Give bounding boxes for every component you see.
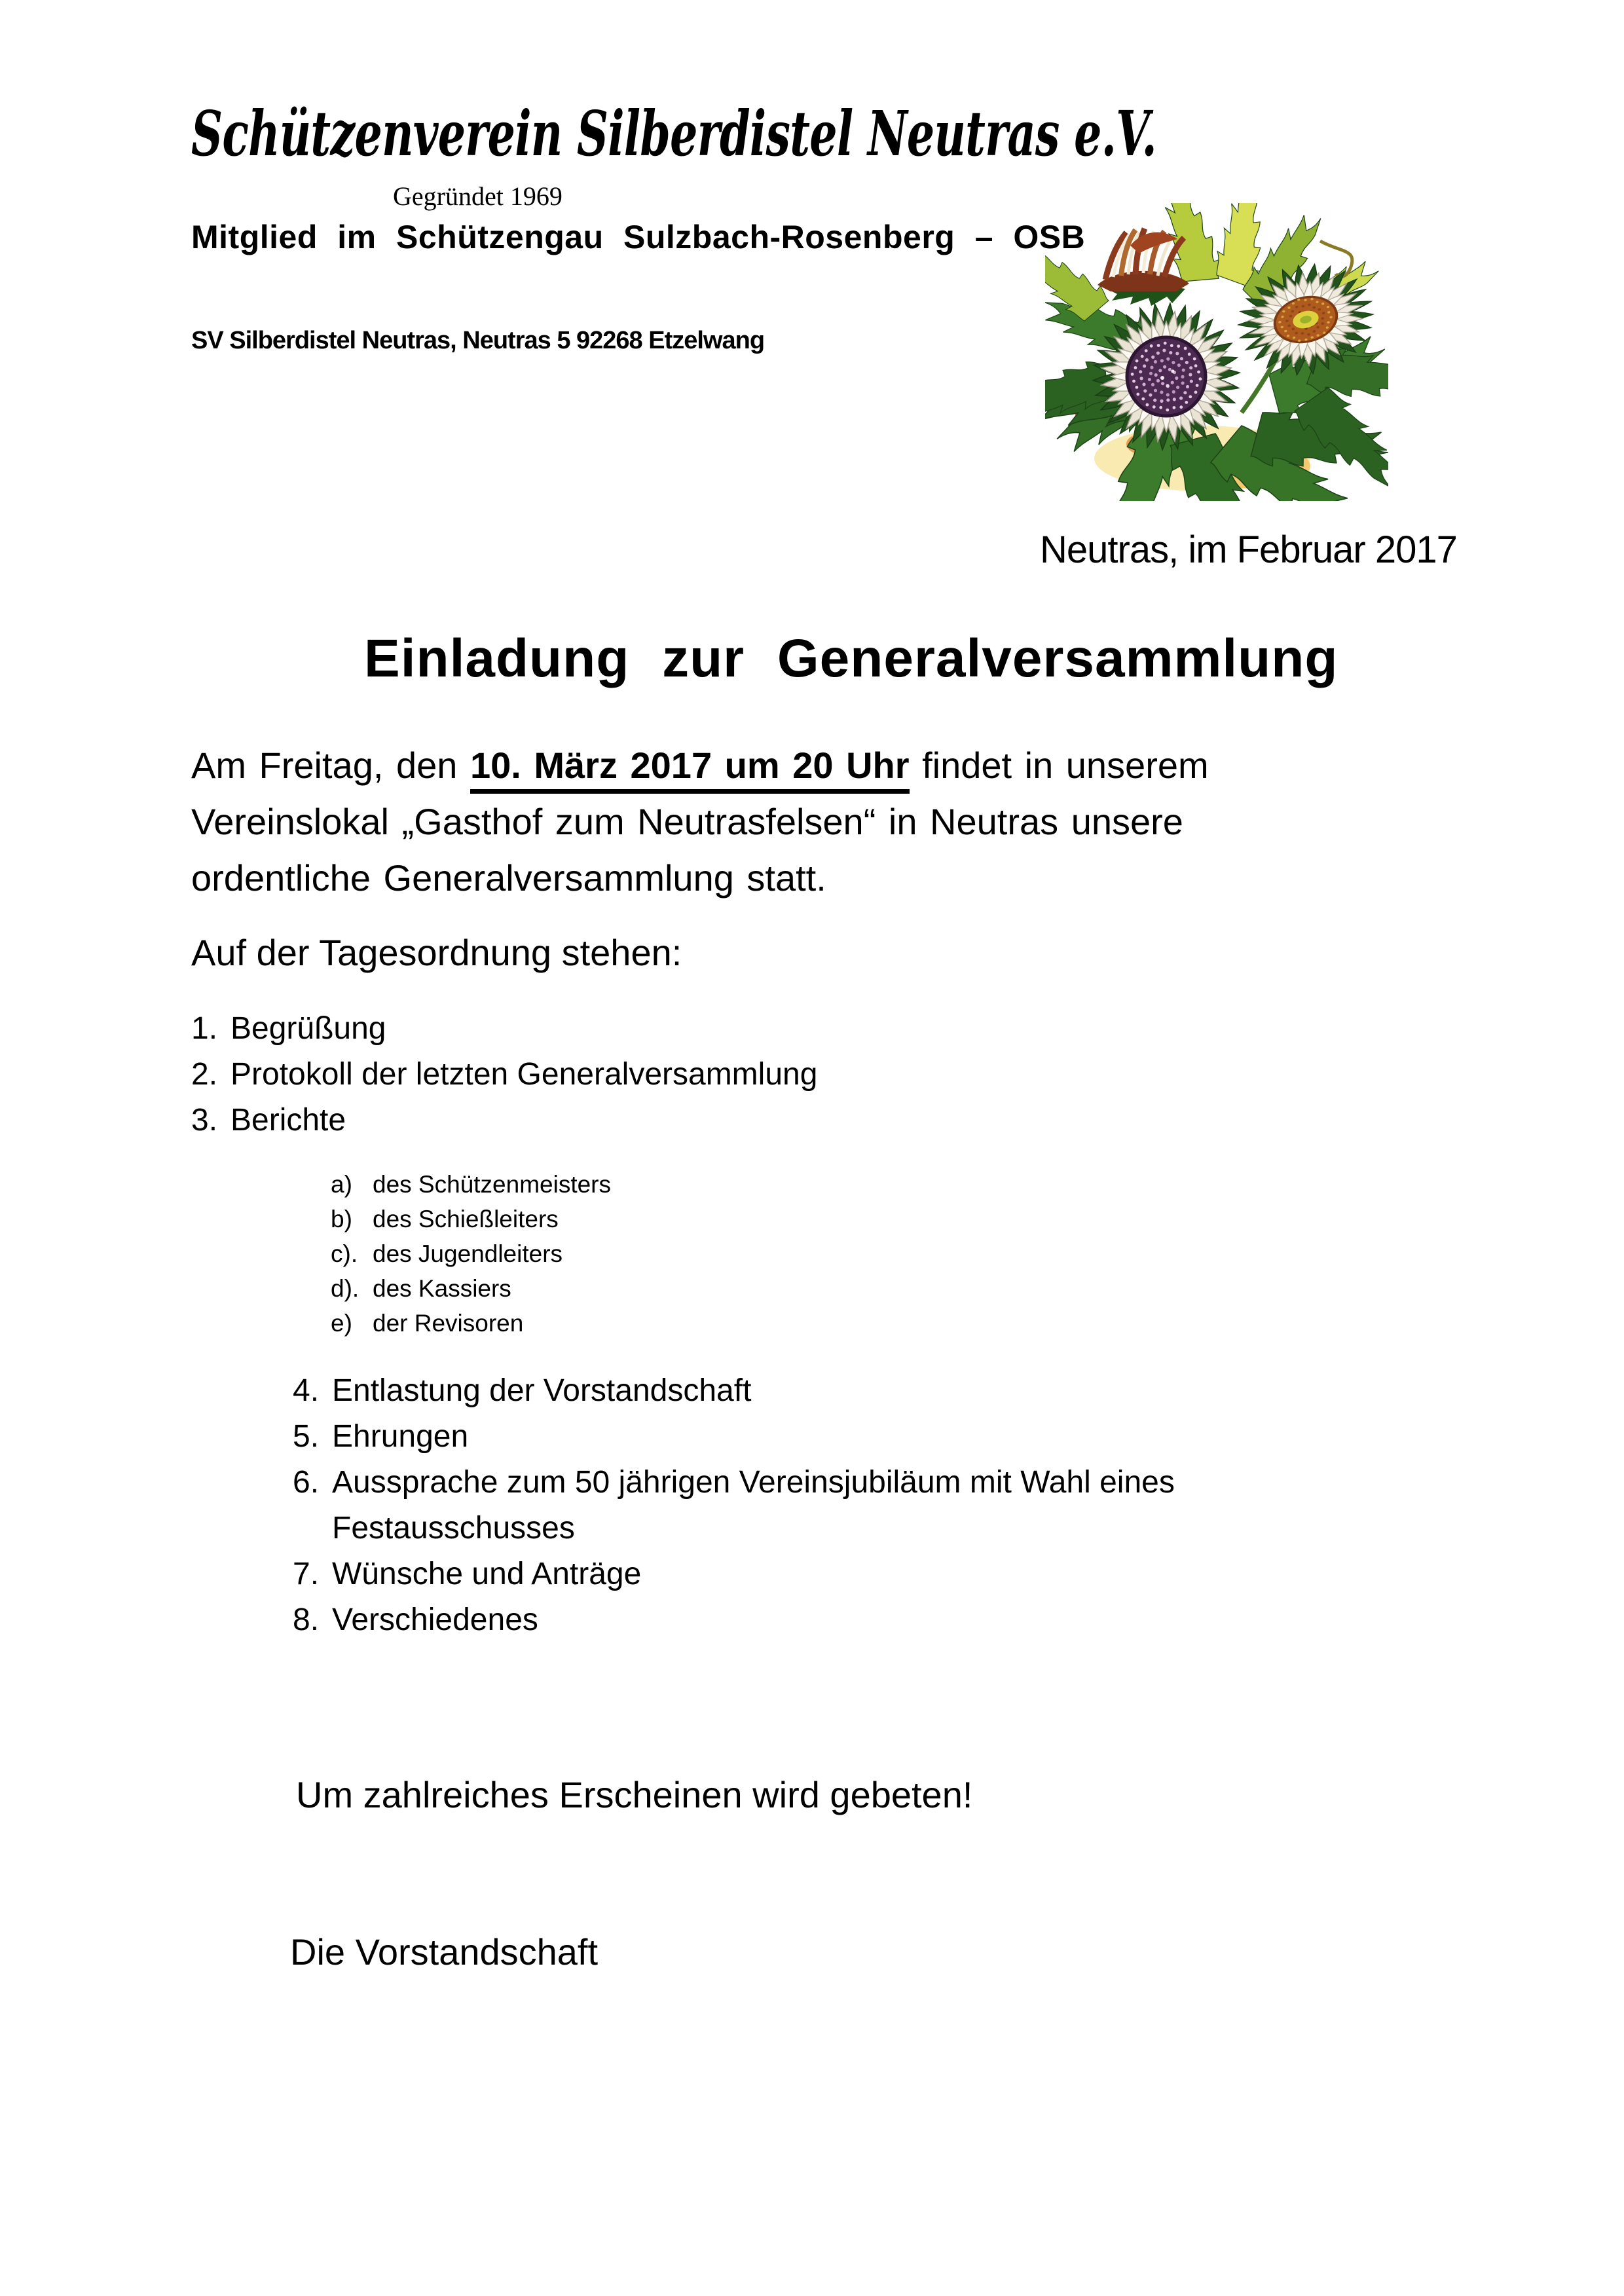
report-subitem-letter: a)	[331, 1171, 352, 1198]
intro-date-highlight: 10. März 2017 um 20 Uhr	[470, 745, 910, 794]
report-subitem	[331, 1306, 611, 1341]
agenda-item-number: 5.	[293, 1419, 320, 1454]
report-subitem	[331, 1202, 611, 1236]
intro-line1-post: findet in unserem	[909, 745, 1209, 786]
reports-sublist	[331, 1167, 611, 1341]
document-title: Einladung zur Generalversammlung	[364, 629, 1338, 688]
agenda-list-4-8	[293, 1368, 1175, 1643]
report-subitem-letter: b)	[331, 1206, 352, 1232]
agenda-item	[293, 1460, 1175, 1506]
intro-line-1	[191, 737, 1209, 794]
silver-thistle-illustration	[1045, 203, 1388, 501]
agenda-item-label: Begrüßung	[231, 1011, 386, 1046]
agenda-item-label: Festausschusses	[332, 1511, 575, 1546]
agenda-item-label: Ehrungen	[332, 1419, 469, 1454]
report-subitem-letter: c).	[331, 1240, 358, 1267]
agenda-item-label: Protokoll der letzten Generalversammlung	[231, 1057, 818, 1092]
intro-paragraph	[191, 737, 1209, 906]
agenda-item-number: 1.	[191, 1011, 218, 1046]
intro-line-3: ordentliche Generalversammlung statt.	[191, 857, 826, 898]
agenda-item-label: Aussprache zum 50 jährigen Vereinsjubiläum mit Wahl eines	[332, 1465, 1175, 1500]
agenda-item-label: Berichte	[231, 1103, 346, 1138]
agenda-item	[293, 1597, 1175, 1643]
report-subitem	[331, 1236, 611, 1271]
report-subitem	[331, 1271, 611, 1306]
report-subitem-label: des Schießleiters	[373, 1206, 559, 1232]
date-line: Neutras, im Februar 2017	[1040, 528, 1457, 571]
agenda-item	[191, 1098, 817, 1143]
agenda-heading: Auf der Tagesordnung stehen:	[191, 932, 682, 973]
agenda-list-1-3	[191, 1006, 817, 1143]
agenda-item-number: 3.	[191, 1103, 218, 1138]
agenda-item	[191, 1006, 817, 1052]
agenda-item-label: Entlastung der Vorstandschaft	[332, 1373, 752, 1408]
agenda-item-number: 6.	[293, 1465, 320, 1500]
intro-line-2: Vereinslokal „Gasthof zum Neutrasfelsen“ in Neutras unsere	[191, 801, 1183, 842]
club-name-heading: Schützenverein Silberdistel Neutras e.V.	[191, 98, 1156, 170]
report-subitem-label: des Schützenmeisters	[373, 1171, 612, 1198]
membership-line: Mitglied im Schützengau Sulzbach-Rosenberg – OSB	[191, 219, 1086, 255]
agenda-item-number: 7.	[293, 1557, 320, 1591]
agenda-item-number: 2.	[191, 1057, 218, 1092]
agenda-item-number: 8.	[293, 1602, 320, 1637]
report-subitem-letter: e)	[331, 1310, 352, 1337]
closing-line: Um zahlreiches Erscheinen wird gebeten!	[296, 1774, 973, 1815]
sender-address-line: SV Silberdistel Neutras, Neutras 5 92268 Etzelwang	[191, 327, 765, 354]
report-subitem-label: des Kassiers	[373, 1275, 511, 1302]
report-subitem-letter: d).	[331, 1275, 360, 1302]
report-subitem-label: des Jugendleiters	[373, 1240, 563, 1267]
agenda-item	[293, 1368, 1175, 1414]
signature-line: Die Vorstandschaft	[290, 1931, 599, 1972]
agenda-item	[191, 1052, 817, 1098]
agenda-item	[293, 1551, 1175, 1597]
agenda-item-continuation	[293, 1506, 1175, 1551]
agenda-item-number: 4.	[293, 1373, 320, 1408]
report-subitem-label: der Revisoren	[373, 1310, 524, 1337]
report-subitem	[331, 1167, 611, 1202]
agenda-item-label: Verschiedenes	[332, 1602, 538, 1637]
intro-line1-pre: Am Freitag, den	[191, 745, 470, 786]
founded-line: Gegründet 1969	[393, 181, 563, 211]
agenda-item	[293, 1414, 1175, 1460]
agenda-item-label: Wünsche und Anträge	[332, 1557, 642, 1591]
